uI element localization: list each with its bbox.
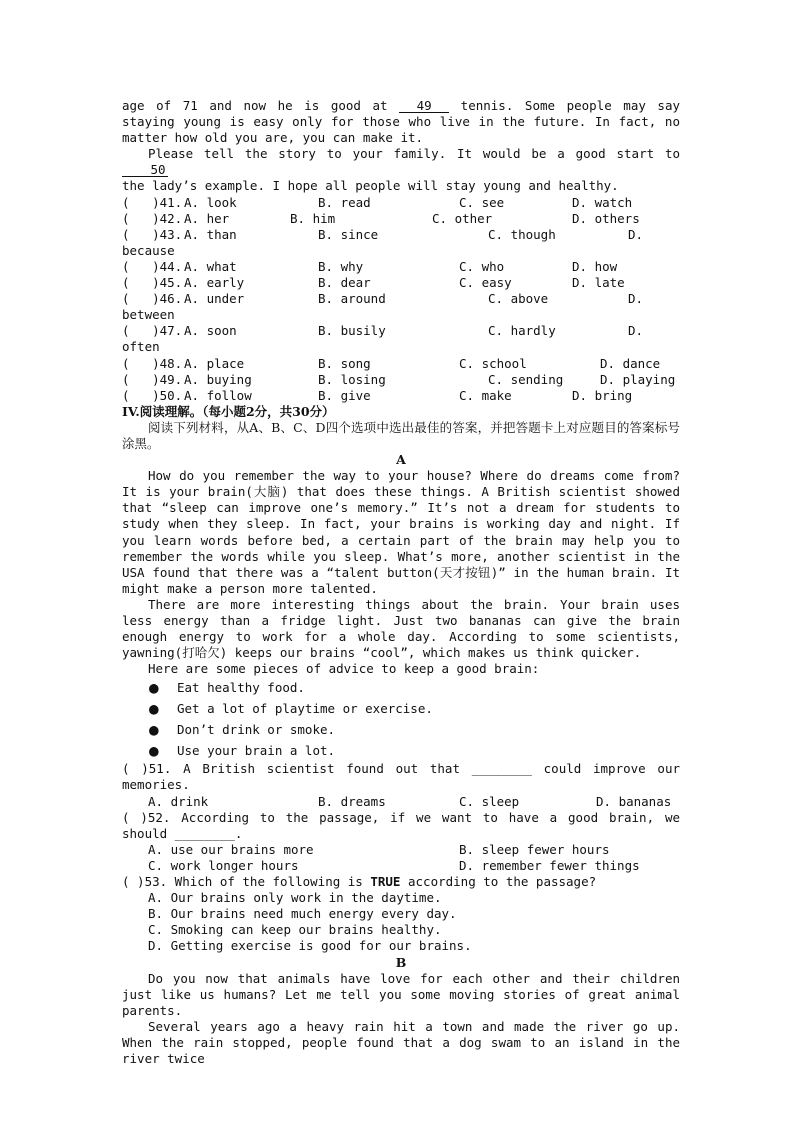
passage-a-paragraph-1: How do you remember the way to your house? Where do dreams come from? It is your brain(大脑) that does these things. A British scientist showed that “sleep can improve one’s memory.” It’s not a dream for students to study when they sleep. In fact, your brains is working day and night. If you learn words before bed, a certain part of the brain may help you to remember the words while you sleep. What’s more, another scientist in the USA found that there was a “talent button(天才按钮)” in the human brain. It might make a person more talented. [122, 468, 680, 596]
cloze-question-row [122, 356, 680, 372]
question-number: ( )48. [122, 355, 183, 371]
cloze-question-row [122, 259, 680, 275]
advice-item: ● Use your brain a lot. [149, 741, 336, 761]
option-d: D. Getting exercise is good for our brains. [148, 938, 472, 954]
advice-item: ● Don’t drink or smoke. [149, 720, 336, 740]
option-b: B. him [290, 210, 336, 226]
passage-b-paragraph-2: Several years ago a heavy rain hit a town and made the river go up. When the rain stopped, people found that a dog swam to an island in the river twice [122, 1018, 680, 1067]
option-c: C. Smoking can keep our brains healthy. [148, 922, 442, 938]
option-a: A. use our brains more [148, 841, 314, 857]
option-d: D. late [572, 275, 625, 291]
option-d: D. playing [600, 371, 676, 387]
section-heading: IV.阅读理解。（每小题2分，共30分） [122, 403, 335, 419]
option-c: C. work longer hours [148, 857, 299, 873]
option-c: C. other [432, 210, 493, 226]
passage-a-paragraph-3: Here are some pieces of advice to keep a good brain: [148, 661, 540, 677]
option-b: B. sleep fewer hours [459, 841, 610, 857]
option-c: C. sleep [459, 793, 520, 809]
bullet-icon: ● [149, 720, 159, 740]
option-c: C. sending [488, 371, 564, 387]
option-d: D. how [572, 258, 618, 274]
option-d-text: because [122, 242, 175, 258]
question-51-options [122, 794, 680, 810]
option-b: B. around [318, 291, 386, 307]
option-a: A. look [184, 194, 237, 210]
option-b: B. busily [318, 323, 386, 339]
cloze-question-row [122, 323, 680, 339]
cloze-question-row [122, 372, 680, 388]
cloze-option-wrap [122, 243, 680, 259]
option-b: B. since [318, 226, 379, 242]
option-d-text: often [122, 339, 160, 355]
question-52-stem: ( )52. According to the passage, if we want to have a good brain, we should ________. [122, 809, 680, 841]
bullet-icon: ● [149, 699, 159, 719]
option-b: B. why [318, 258, 364, 274]
option-c: C. easy [459, 275, 512, 291]
bullet-icon: ● [149, 741, 159, 761]
option-c: C. see [459, 194, 505, 210]
cloze-options [122, 195, 680, 404]
question-number: ( )44. [122, 258, 183, 274]
advice-item: ● Eat healthy food. [149, 678, 305, 698]
cloze-question-row [122, 195, 680, 211]
section-instruction: 阅读下列材料，从A、B、C、D四个选项中选出最佳的答案，并把答题卡上对应题目的答案标号涂黑。 [122, 419, 680, 451]
cloze-question-row [122, 227, 680, 243]
question-52-options-row-2 [122, 858, 680, 874]
option-b: B. Our brains need much energy every day. [148, 906, 457, 922]
option-a: A. buying [184, 371, 252, 387]
cloze-question-row [122, 291, 680, 307]
option-d: D. [628, 323, 644, 339]
option-a: A. soon [184, 323, 237, 339]
option-a: A. follow [184, 387, 252, 403]
option-d: D. dance [600, 355, 661, 371]
option-c: C. who [459, 258, 505, 274]
passage-a-paragraph-2: There are more interesting things about the brain. Your brain uses less energy than a fridge light. Just two bananas can give the brain enough energy to work for a whole day. According to some scientists, yawning(打哈欠) keeps our brains “cool”, which makes us think quicker. [122, 596, 680, 661]
question-53-stem: ( )53. Which of the following is TRUE according to the passage? [122, 874, 597, 890]
option-a: A. under [184, 291, 245, 307]
option-c: C. above [488, 291, 549, 307]
passage-continuation: age of 71 and now he is good at 49 tennis. Some people may say staying young is easy only for those who live in the future. In fact, no matter how old you are, you can make it. [122, 98, 681, 146]
option-c: C. though [488, 226, 556, 242]
advice-item: ● Get a lot of playtime or exercise. [149, 699, 433, 719]
passage-closing: Please tell the story to your family. It would be a good start to 50 the lady’s example. I hope all people will stay young and healthy. [122, 146, 680, 194]
option-a: A. drink [148, 793, 209, 809]
question-number: ( )41. [122, 194, 183, 210]
passage-b-label: B [395, 954, 407, 970]
option-d: D. bananas [596, 793, 672, 809]
passage-a-label: A [396, 452, 406, 468]
option-b: B. dreams [318, 793, 386, 809]
option-a: A. Our brains only work in the daytime. [148, 890, 442, 906]
question-52-options-row-1 [122, 842, 680, 858]
option-d: D. watch [572, 194, 633, 210]
option-d: D. others [572, 210, 640, 226]
option-d: D. [628, 291, 644, 307]
cloze-question-row [122, 275, 680, 291]
question-number: ( )47. [122, 323, 183, 339]
option-a: A. her [184, 210, 230, 226]
passage-b-paragraph-1: Do you now that animals have love for each other and their children just like us humans? Let me tell you some moving stories of great animal parents. [122, 970, 680, 1018]
option-d: D. remember fewer things [459, 857, 640, 873]
option-a: A. than [184, 226, 237, 242]
question-number: ( )43. [122, 226, 183, 242]
option-b: B. give [318, 387, 371, 403]
question-number: ( )46. [122, 291, 183, 307]
cloze-option-wrap [122, 307, 680, 323]
question-number: ( )45. [122, 275, 183, 291]
question-number: ( )42. [122, 210, 183, 226]
option-a: A. early [184, 275, 245, 291]
option-b: B. losing [318, 371, 386, 387]
question-51-stem: ( )51. A British scientist found out that ________ could improve our memories. [122, 761, 680, 793]
option-d-text: between [122, 307, 175, 323]
option-a: A. what [184, 258, 237, 274]
question-number: ( )49. [122, 371, 183, 387]
option-a: A. place [184, 355, 245, 371]
option-c: C. hardly [488, 323, 556, 339]
option-d: D. [628, 226, 644, 242]
option-d: D. bring [572, 387, 633, 403]
option-c: C. make [459, 387, 512, 403]
document-page [122, 98, 680, 1067]
option-b: B. song [318, 355, 371, 371]
cloze-question-row [122, 388, 680, 404]
option-b: B. dear [318, 275, 371, 291]
blank-50: 50 [122, 163, 168, 177]
option-b: B. read [318, 194, 371, 210]
cloze-question-row [122, 211, 680, 227]
question-number: ( )50. [122, 387, 183, 403]
bullet-icon: ● [149, 678, 159, 698]
blank-49: 49 [399, 99, 449, 113]
cloze-option-wrap [122, 339, 680, 355]
option-c: C. school [459, 355, 527, 371]
